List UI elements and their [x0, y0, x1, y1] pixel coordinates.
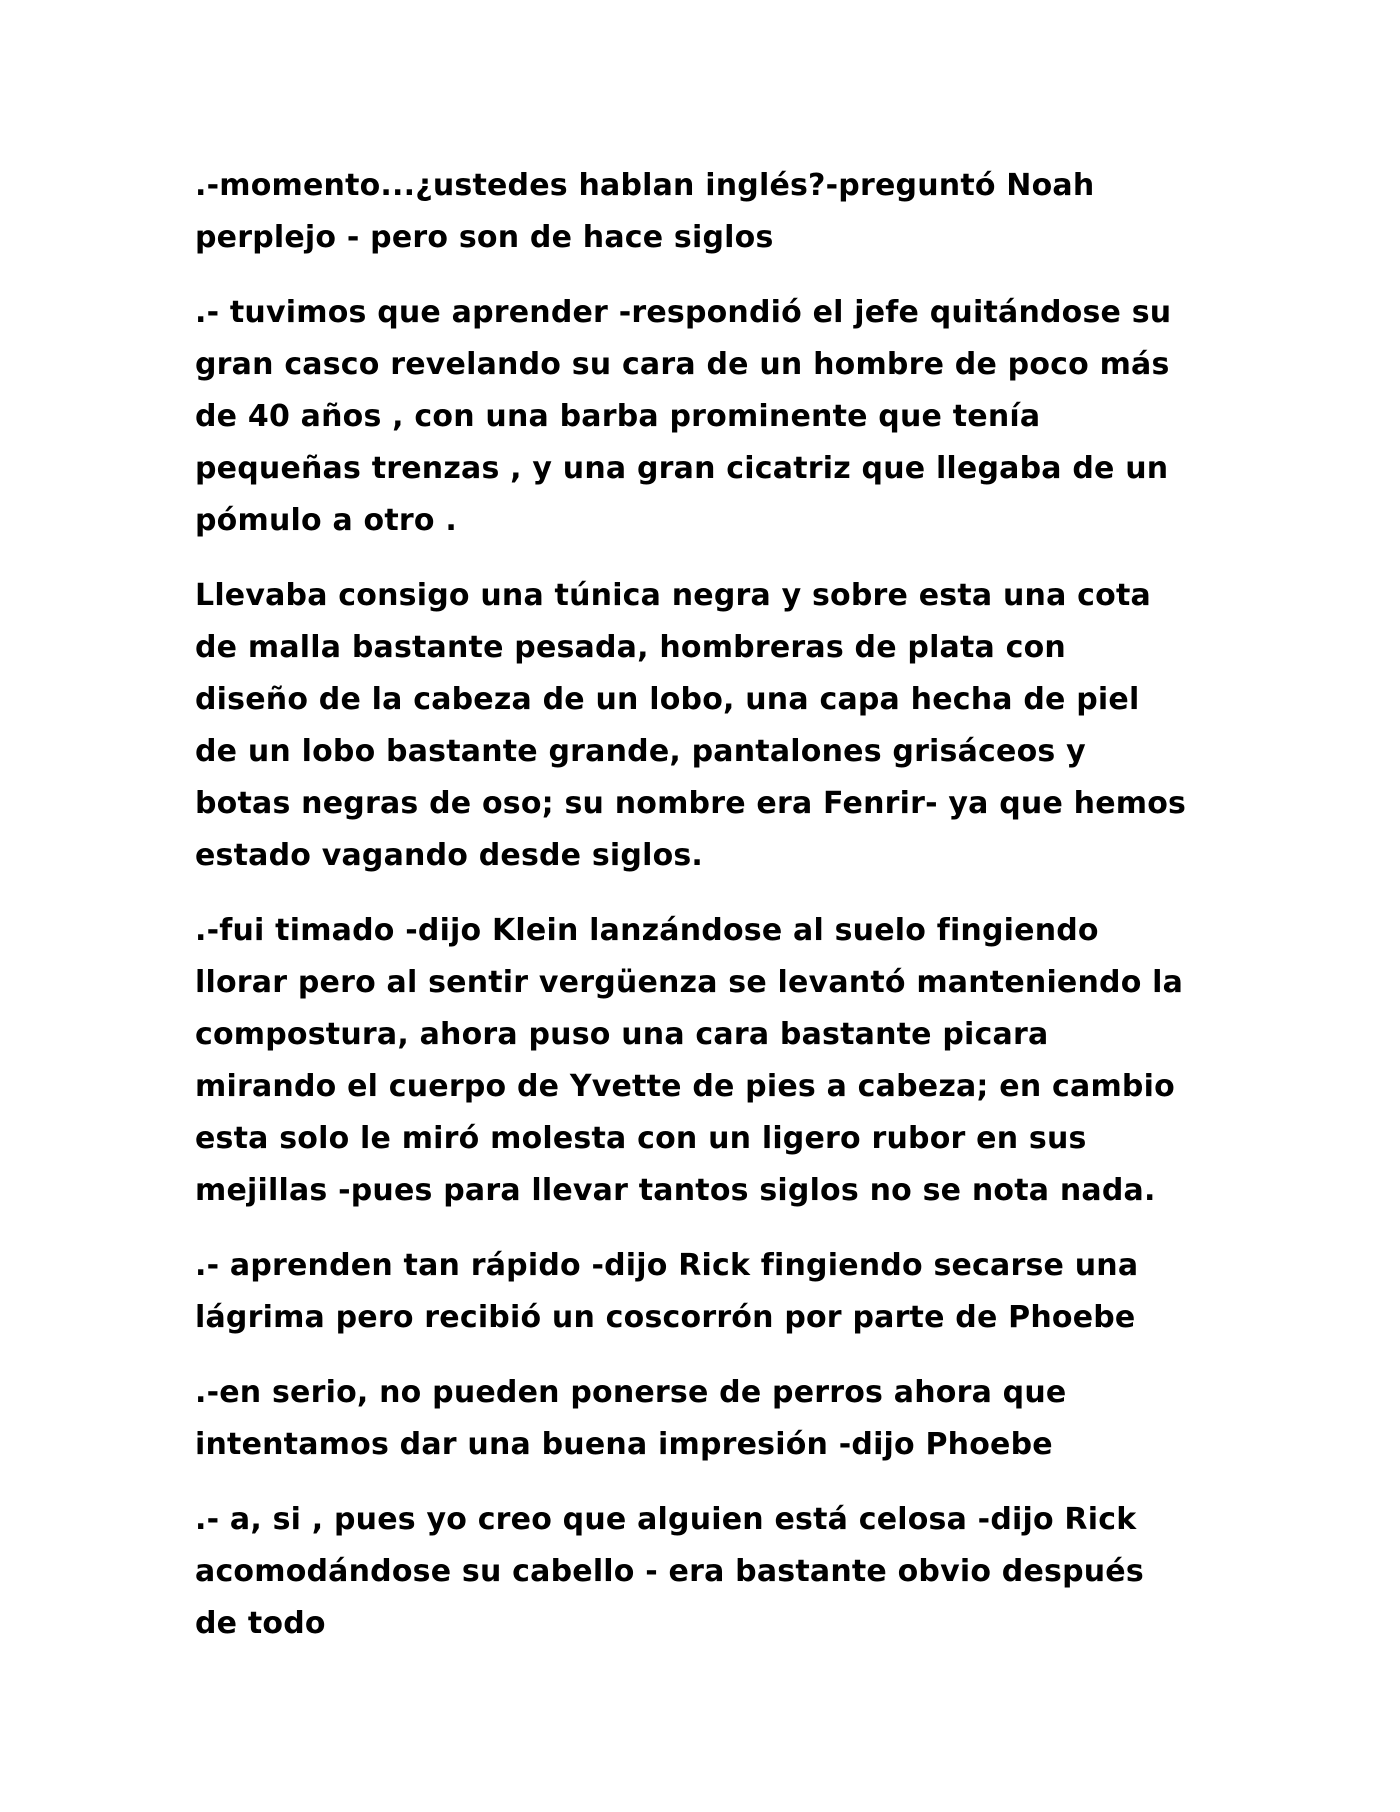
text-line: acomodándose su cabello - era bastante obvio después [195, 1554, 1144, 1589]
paragraph-5 [195, 1240, 1225, 1344]
text-line: de 40 años , con una barba prominente que tenía [195, 399, 1041, 434]
paragraph-7 [195, 1494, 1225, 1650]
paragraph-6 [195, 1367, 1225, 1471]
text-line: compostura, ahora puso una cara bastante picara [195, 1017, 1049, 1052]
text-line: diseño de la cabeza de un lobo, una capa hecha de piel [195, 682, 1140, 717]
text-line: mejillas -pues para llevar tantos siglos no se nota nada. [195, 1173, 1156, 1208]
text-line: botas negras de oso; su nombre era Fenrir- ya que hemos [195, 786, 1187, 821]
paragraph-2 [195, 287, 1225, 547]
text-line: de un lobo bastante grande, pantalones grisáceos y [195, 734, 1086, 769]
text-line: .- aprenden tan rápido -dijo Rick fingiendo secarse una [195, 1248, 1139, 1283]
text-line: .- tuvimos que aprender -respondió el jefe quitándose su [195, 295, 1172, 330]
text-line: .-momento...¿ustedes hablan inglés?-preguntó Noah [195, 168, 1095, 203]
text-line: de todo [195, 1606, 326, 1641]
paragraph-4 [195, 905, 1225, 1217]
text-line: de malla bastante pesada, hombreras de plata con [195, 630, 1066, 665]
paragraph-1 [195, 160, 1225, 264]
text-line: .- a, si , pues yo creo que alguien está celosa -dijo Rick [195, 1502, 1137, 1537]
text-line: Llevaba consigo una túnica negra y sobre esta una cota [195, 578, 1151, 613]
text-line: perplejo - pero son de hace siglos [195, 220, 774, 255]
text-line: mirando el cuerpo de Yvette de pies a cabeza; en cambio [195, 1069, 1175, 1104]
document-body [195, 160, 1225, 1673]
text-line: lágrima pero recibió un coscorrón por parte de Phoebe [195, 1300, 1136, 1335]
text-line: intentamos dar una buena impresión -dijo Phoebe [195, 1427, 1053, 1462]
text-line: .-en serio, no pueden ponerse de perros ahora que [195, 1375, 1067, 1410]
text-line: gran casco revelando su cara de un hombre de poco más [195, 347, 1170, 382]
text-line: esta solo le miró molesta con un ligero rubor en sus [195, 1121, 1087, 1156]
text-line: llorar pero al sentir vergüenza se levantó manteniendo la [195, 965, 1184, 1000]
paragraph-3 [195, 570, 1225, 882]
text-line: .-fui timado -dijo Klein lanzándose al suelo fingiendo [195, 913, 1099, 948]
text-line: pequeñas trenzas , y una gran cicatriz que llegaba de un [195, 451, 1169, 486]
text-line: estado vagando desde siglos. [195, 838, 704, 873]
text-line: pómulo a otro . [195, 503, 457, 538]
